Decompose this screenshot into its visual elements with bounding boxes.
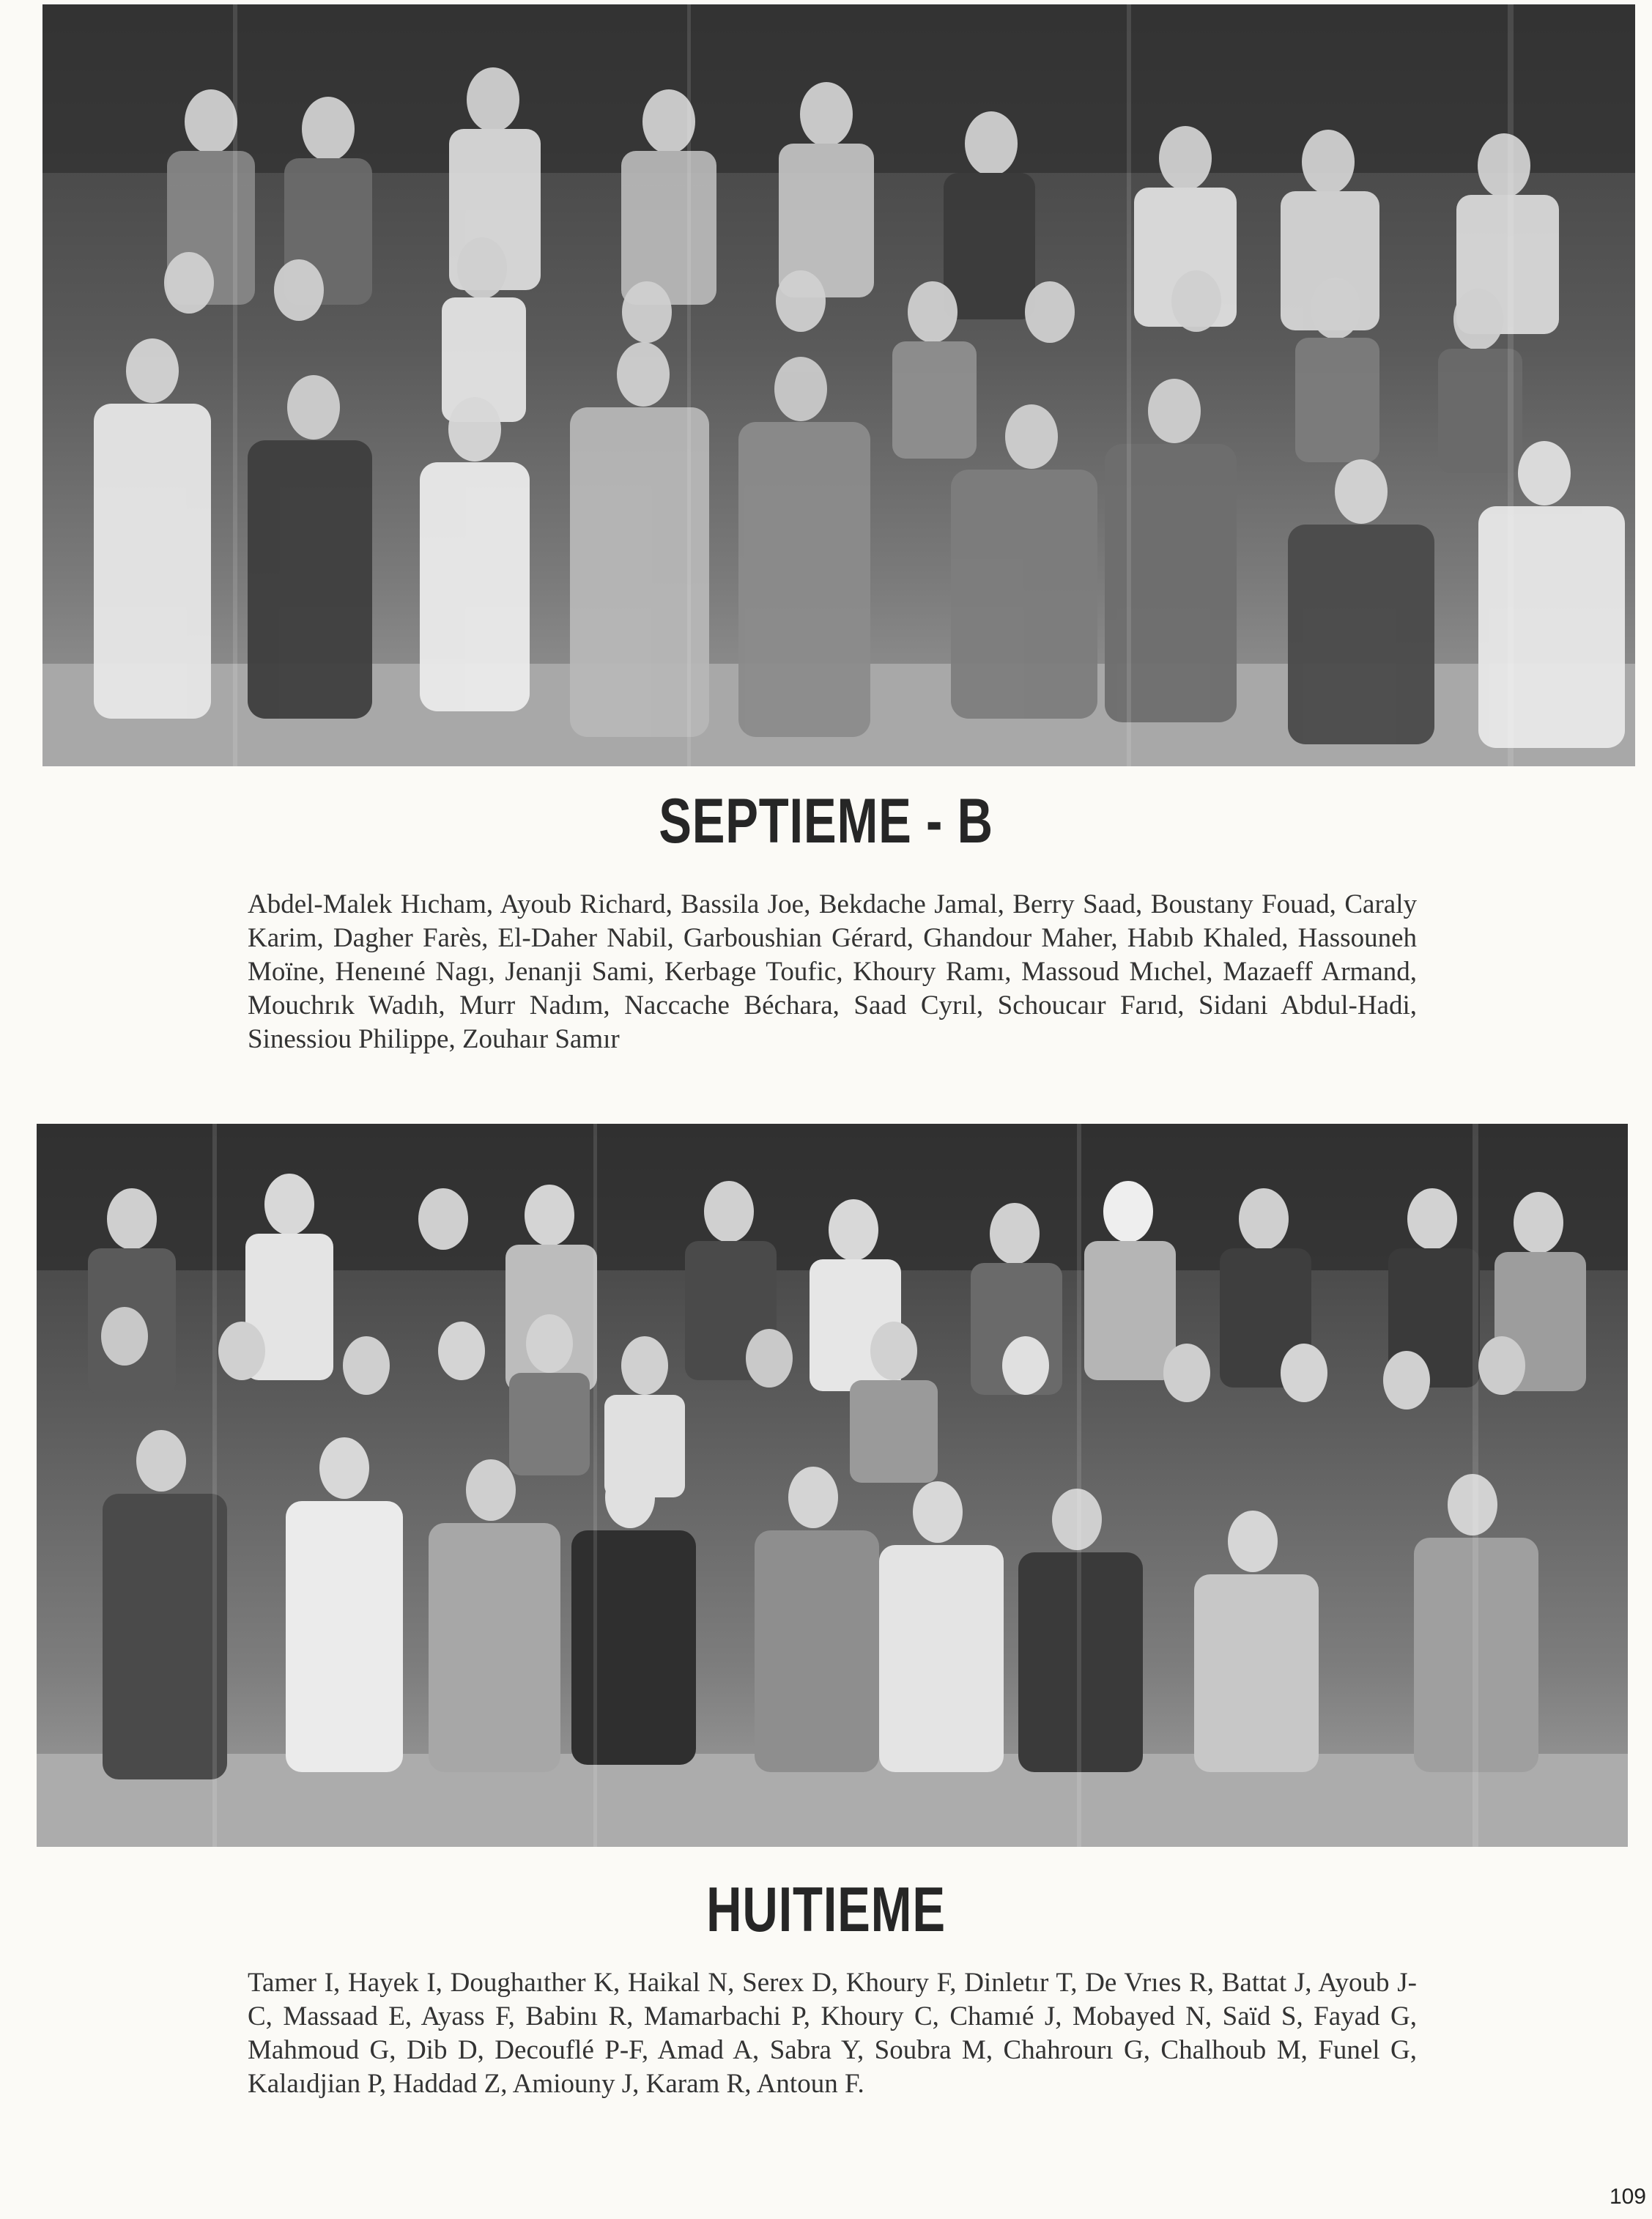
student-names: Abdel-Malek Hıcham, Ayoub Richard, Bassila Joe, Bekdache Jamal, Berry Saad, Boustany Fouad, Caraly Karim, Dagher Farès, El-Daher Nabil, Garboushian Gérard, Ghandour Maher, Habıb Khaled, Hassouneh Moïne, Heneıné Nagı, Jenanji Sami, Kerbage Toufic, Khoury Ramı, Massoud Mıchel, Mazaeff Armand, Mouchrık Wadıh, Murr Nadım, Naccache Béchara, Saad Cyrıl, Schoucaır Farıd, Sidani Abdul-Hadi, Sinessiou Philippe, Zouhaır Samır xyxy=(248,889,1417,1054)
class-photo-image xyxy=(37,1124,1628,1847)
section-title: SEPTIEME - B xyxy=(659,786,993,856)
class-photo-image xyxy=(42,4,1635,766)
class-photo-septieme-b xyxy=(42,4,1635,766)
class-photo-huitieme xyxy=(37,1124,1628,1847)
section-title: HUITIEME xyxy=(706,1875,946,1945)
page-number: 109 xyxy=(1609,2185,1646,2209)
student-names: Tamer I, Hayek I, Doughaıther K, Haikal N, Serex D, Khoury F, Dinletır T, De Vrıes R, Battat J, Ayoub J-C, Massaad E, Ayass F, Babinı R, Mamarbachi P, Khoury C, Chamıé J, Mobayed N, Saïd S, Fayad G, Mahmoud G, Dib D, Decouflé P-F, Amad A, Sabra Y, Soubra M, Chahrourı G, Chalhoub M, Funel G, Kalaıdjian P, Haddad Z, Amiouny J, Karam R, Antoun F. xyxy=(248,1968,1417,2099)
